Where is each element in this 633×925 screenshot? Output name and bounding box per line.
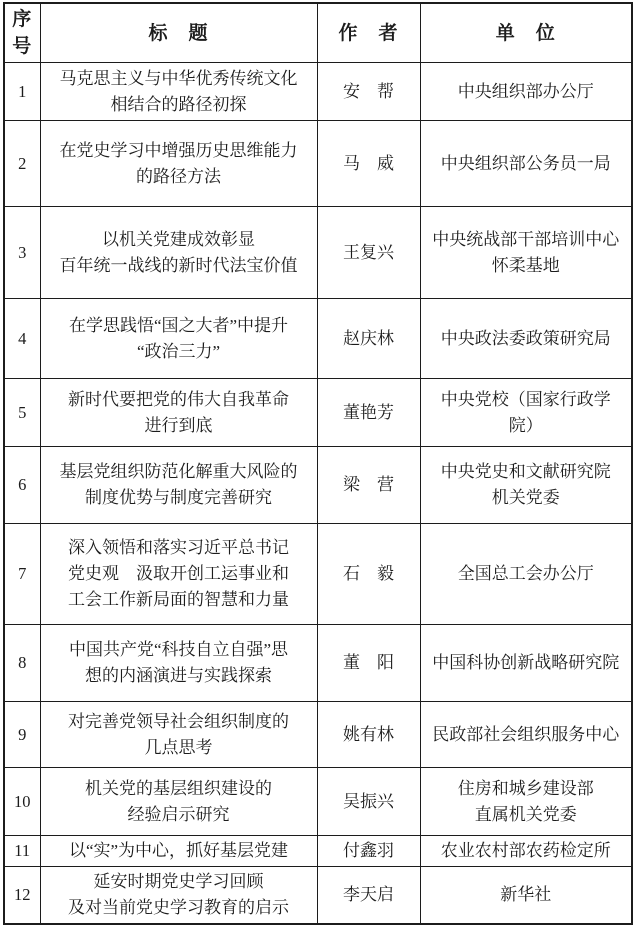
unit-cell: 中央统战部干部培训中心 怀柔基地 [420, 207, 632, 299]
header-no: 序 号 [4, 3, 40, 63]
author-cell: 董 阳 [317, 625, 420, 702]
row-number-cell: 1 [4, 63, 40, 121]
unit-cell: 中央组织部办公厅 [420, 63, 632, 121]
unit-cell: 中央组织部公务员一局 [420, 121, 632, 207]
title-cell: 以“实”为中心，抓好基层党建 [40, 836, 317, 867]
author-cell: 赵庆林 [317, 299, 420, 379]
title-cell: 新时代要把党的伟大自我革命 进行到底 [40, 379, 317, 447]
row-number-cell: 10 [4, 768, 40, 836]
unit-cell: 新华社 [420, 867, 632, 925]
title-cell: 在党史学习中增强历史思维能力 的路径方法 [40, 121, 317, 207]
row-number-cell: 2 [4, 121, 40, 207]
row-number-cell: 8 [4, 625, 40, 702]
row-number-cell: 5 [4, 379, 40, 447]
table-row [4, 447, 632, 524]
row-number-cell: 11 [4, 836, 40, 867]
author-cell: 吴振兴 [317, 768, 420, 836]
table-row [4, 379, 632, 447]
unit-cell: 全国总工会办公厅 [420, 524, 632, 625]
author-cell: 梁 营 [317, 447, 420, 524]
table-row [4, 207, 632, 299]
title-cell: 机关党的基层组织建设的 经验启示研究 [40, 768, 317, 836]
row-number-cell: 4 [4, 299, 40, 379]
table-row [4, 836, 632, 867]
title-cell: 马克思主义与中华优秀传统文化 相结合的路径初探 [40, 63, 317, 121]
unit-cell: 中央党史和文献研究院 机关党委 [420, 447, 632, 524]
author-cell: 马 威 [317, 121, 420, 207]
title-cell: 延安时期党史学习回顾 及对当前党史学习教育的启示 [40, 867, 317, 925]
title-cell: 在学思践悟“国之大者”中提升 “政治三力” [40, 299, 317, 379]
unit-cell: 中央党校（国家行政学 院） [420, 379, 632, 447]
header-title: 标 题 [40, 3, 317, 63]
papers-table [3, 2, 633, 925]
header-row [4, 3, 632, 63]
table-row [4, 702, 632, 768]
header-unit: 单 位 [420, 3, 632, 63]
table-row [4, 625, 632, 702]
unit-cell: 中国科协创新战略研究院 [420, 625, 632, 702]
table-row [4, 63, 632, 121]
author-cell: 董艳芳 [317, 379, 420, 447]
row-number-cell: 12 [4, 867, 40, 925]
title-cell: 基层党组织防范化解重大风险的 制度优势与制度完善研究 [40, 447, 317, 524]
title-cell: 以机关党建成效彰显 百年统一战线的新时代法宝价值 [40, 207, 317, 299]
row-number-cell: 9 [4, 702, 40, 768]
table-row [4, 867, 632, 925]
table-row [4, 299, 632, 379]
table-row [4, 121, 632, 207]
unit-cell: 农业农村部农药检定所 [420, 836, 632, 867]
unit-cell: 民政部社会组织服务中心 [420, 702, 632, 768]
author-cell: 安 帮 [317, 63, 420, 121]
author-cell: 姚有林 [317, 702, 420, 768]
author-cell: 李天启 [317, 867, 420, 925]
unit-cell: 中央政法委政策研究局 [420, 299, 632, 379]
title-cell: 深入领悟和落实习近平总书记 党史观 汲取开创工运事业和 工会工作新局面的智慧和力量 [40, 524, 317, 625]
row-number-cell: 7 [4, 524, 40, 625]
unit-cell: 住房和城乡建设部 直属机关党委 [420, 768, 632, 836]
title-cell: 中国共产党“科技自立自强”思 想的内涵演进与实践探索 [40, 625, 317, 702]
author-cell: 付鑫羽 [317, 836, 420, 867]
row-number-cell: 3 [4, 207, 40, 299]
author-cell: 王复兴 [317, 207, 420, 299]
table-row [4, 524, 632, 625]
author-cell: 石 毅 [317, 524, 420, 625]
title-cell: 对完善党领导社会组织制度的 几点思考 [40, 702, 317, 768]
table-row [4, 768, 632, 836]
row-number-cell: 6 [4, 447, 40, 524]
header-author: 作 者 [317, 3, 420, 63]
